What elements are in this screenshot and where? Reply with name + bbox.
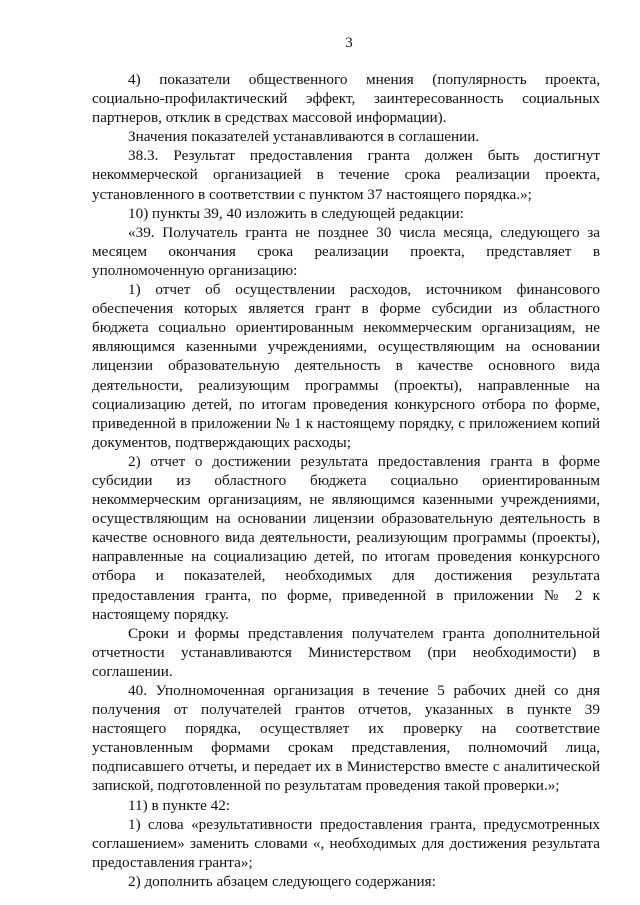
paragraph-39-1-expense-report: 1) отчет об осуществлении расходов, источником финансового обеспечения которых является грант в форме субсидии из областного бюджета социально ориентированным некоммерческим организациям, не являющимся казенными учреждениями, осуществляющим на основании лицензии образовательную деятельность в качестве основного вида деятельности, реализующим программы (проекты), направленные на социализацию детей, по итогам проведения конкурсного отбора по форме, приведенной в приложении № 1 к настоящему порядку, с приложением копий документов, подтверждающих расходы; [92, 281, 600, 451]
paragraph-4-public-opinion: 4) показатели общественного мнения (популярность проекта, социально-профилактический эффект, заинтересованность социальных партнеров, отклик в средствах массовой информации). [92, 71, 600, 127]
paragraph-39-2-result-report: 2) отчет о достижении результата предоставления гранта в форме субсидии из областного бюджета социально ориентированным некоммерческим организациям, не являющимся казенными учреждениями, осуществляющим на основании лицензии образовательную деятельность в качестве основного вида деятельности, реализующим программы (проекты), направленные на социализацию детей, по итогам проведения конкурсного отбора и показателей, необходимых для достижения результата предоставления гранта, по форме, приведенной в приложении № 2 к настоящему порядку. [92, 452, 600, 623]
paragraph-item-10: 10) пункты 39, 40 изложить в следующей редакции: [128, 204, 464, 222]
page-number: 3 [345, 35, 353, 51]
paragraph-additional-reporting: Сроки и формы представления получателем гранта дополнительной отчетности устанавливаются Министерством (при необходимости) в соглашении. [92, 624, 600, 680]
paragraph-40: 40. Уполномоченная организация в течение 5 рабочих дней со дня получения от получателей грантов отчетов, указанных в пункте 39 настоящего порядка, осуществляет их проверку на соответствие установленным формами срокам представления, полномочий лица, подписавшего отчеты, и передает их в Министерство вместе с аналитической запиской, подготовленной по результатам проведения такой проверки.»; [92, 682, 600, 795]
paragraph-11-2-add-clause: 2) дополнить абзацем следующего содержания: [128, 872, 436, 890]
paragraph-38-3: 38.3. Результат предоставления гранта должен быть достигнут некоммерческой организацией в течение срока реализации проекта, установленного в соответствии с пунктом 37 настоящего порядка.»; [92, 147, 600, 203]
paragraph-indicators-values: Значения показателей устанавливаются в соглашении. [128, 128, 480, 146]
paragraph-11-1-words-replace: 1) слова «результативности предоставления гранта, предусмотренных соглашением» заменить словами «, необходимых для достижения результата предоставления гранта»; [92, 815, 600, 871]
paragraph-39: «39. Получатель гранта не позднее 30 числа месяца, следующего за месяцем окончания срока реализации проекта, представляет в уполномоченную организацию: [92, 223, 600, 279]
paragraph-item-11: 11) в пункте 42: [128, 796, 231, 814]
document-page [92, 34, 600, 891]
